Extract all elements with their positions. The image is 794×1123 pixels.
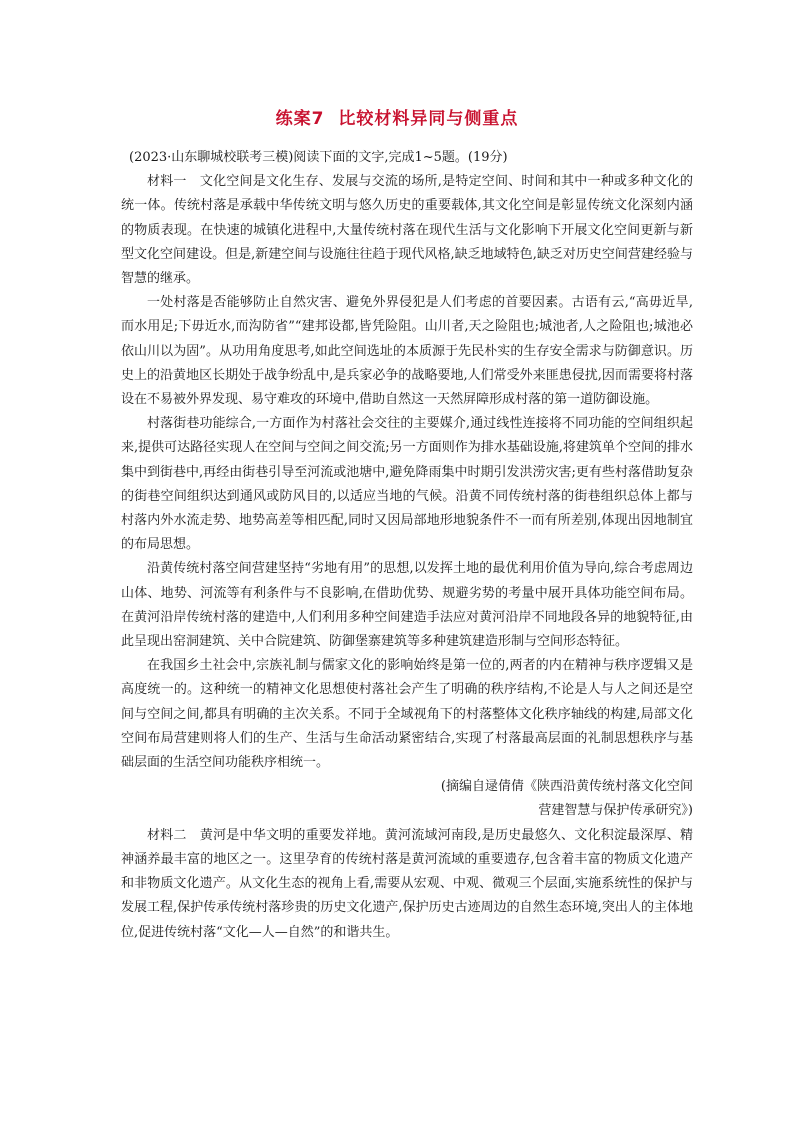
source-line-2: 营建智慧与保护传承研究》) — [538, 803, 693, 819]
material1-source — [121, 775, 693, 823]
source-line-1: (摘编自逯倩倩《陕西沿黄传统村落文化空间 — [440, 779, 693, 795]
material1-paragraph-3: 村落街巷功能综合,一方面作为村落社会交往的主要媒介,通过线性连接将不同功能的空间组织起来,提供可达路径实现人在空间与空间之间交流;另一方面则作为排水基础设施,将建筑单个空间的排水集中到街巷中,再经由街巷引导至河流或池塘中,避免降雨集中时期引发洪涝灾害;更有些村落借助复杂的街巷空间组织达到通风或防风目的,以适应当地的气候。沿黄不同传统村落的街巷组织总体上都与村落内外水流走势、地势高差等相匹配,同时又因局部地形地貌条件不一而有所差别,体现出因地制宜的布局思想。 — [121, 416, 693, 553]
material2-paragraph: 材料二 黄河是中华文明的重要发祥地。黄河流域河南段,是历史最悠久、文化积淀最深厚、精神涵养最丰富的地区之一。这里孕育的传统村落是黄河流域的重要遗存,包含着丰富的物质文化遗产和非物质文化遗产。从文化生态的视角上看,需要从宏观、中观、微观三个层面,实施系统性的保护与发展工程,保护传承传统村落珍贵的历史文化遗产,保护历史古迹周边的自然生态环境,突出人的主体地位,促进传统村落“文化—人—自然”的和谐共生。 — [121, 827, 693, 940]
title-number: 练案7 — [275, 109, 325, 129]
material1-paragraph-1: 材料一 文化空间是文化生存、发展与交流的场所,是特定空间、时间和其中一种或多种文化的统一体。传统村落是承载中华传统文明与悠久历史的重要载体,其文化空间是彰显传统文化深刻内涵的物质表现。在快速的城镇化进程中,大量传统村落在现代生活与文化影响下开展文化空间更新与新型文化空间建设。但是,新建空间与设施往往趋于现代风格,缺乏地域特色,缺乏对历史空间营建经验与智慧的继承。 — [121, 174, 693, 287]
page-title — [0, 108, 794, 130]
title-text: 比较材料异同与侧重点 — [338, 109, 519, 129]
material1-paragraph-5: 在我国乡土社会中,宗族礼制与儒家文化的影响始终是第一位的,两者的内在精神与秩序逻辑又是高度统一的。这种统一的精神文化思想使村落社会产生了明确的秩序结构,不论是人与人之间还是空间与空间之间,都具有明确的主次关系。不同于全域视角下的村落整体文化秩序轴线的构建,局部文化空间布局营建则将人们的生产、生活与生命活动紧密结合,实现了村落最高层面的礼制思想秩序与基础层面的生活空间功能秩序相统一。 — [121, 658, 693, 771]
question-intro: (2023·山东聊城校联考三模)阅读下面的文字,完成1~5题。(19分) — [129, 150, 508, 165]
material1-paragraph-2: 一处村落是否能够防止自然灾害、避免外界侵犯是人们考虑的首要因素。古语有云,“高毋近旱,而水用足;下毋近水,而沟防省”“建邦设都,皆凭险阻。山川者,天之险阻也;城池者,人之险阻也;城池必依山川以为固”。从功用角度思考,如此空间选址的本质源于先民朴实的生存安全需求与防御意识。历史上的沿黄地区长期处于战争纷乱中,是兵家必争的战略要地,人们常受外来匪患侵扰,因而需要将村落设在不易被外界发现、易守难攻的环境中,借助自然这一天然屏障形成村落的第一道防御设施。 — [121, 295, 693, 408]
material1-paragraph-4: 沿黄传统村落空间营建坚持“劣地有用”的思想,以发挥土地的最优利用价值为导向,综合考虑周边山体、地势、河流等有利条件与不良影响,在借助优势、规避劣势的考量中展开具体功能空间布局。在黄河沿岸传统村落的建造中,人们利用多种空间建造手法应对黄河沿岸不同地段各异的地貌特征,由此呈现出窑洞建筑、关中合院建筑、防御堡寨建筑等多种建筑建造形制与空间形态特征。 — [121, 561, 693, 650]
document-body — [121, 146, 693, 945]
